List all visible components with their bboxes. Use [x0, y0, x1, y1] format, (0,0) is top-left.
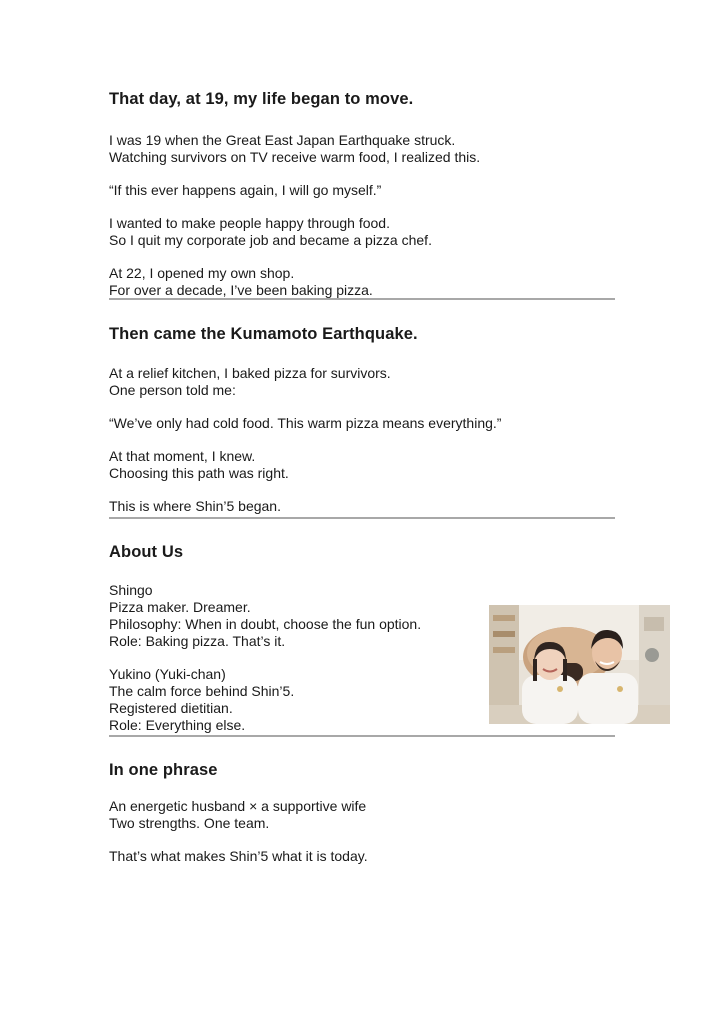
paragraph	[109, 498, 615, 515]
text-line: So I quit my corporate job and became a pizza chef.	[109, 232, 432, 248]
text-line: Philosophy: When in doubt, choose the fun option.	[109, 616, 422, 632]
text-line: At a relief kitchen, I baked pizza for survivors.	[109, 365, 391, 381]
section-divider	[109, 298, 615, 300]
paragraph	[109, 848, 615, 865]
couple-photo	[489, 605, 670, 724]
paragraph	[109, 415, 615, 432]
text-line: That’s what makes Shin’5 what it is today.	[109, 848, 368, 864]
section-one-phrase	[109, 761, 615, 865]
text-line: At that moment, I knew.	[109, 448, 256, 464]
paragraph	[109, 215, 615, 249]
text-line: Shingo	[109, 582, 153, 598]
text-line: Role: Everything else.	[109, 717, 246, 733]
text-line: One person told me:	[109, 382, 236, 398]
text-line: Yukino (Yuki-chan)	[109, 666, 226, 682]
text-line: This is where Shin’5 began.	[109, 498, 281, 514]
text-line: An energetic husband × a supportive wife	[109, 798, 367, 814]
text-line: “If this ever happens again, I will go myself.”	[109, 182, 382, 198]
text-line: Choosing this path was right.	[109, 465, 289, 481]
text-line: Role: Baking pizza. That’s it.	[109, 633, 286, 649]
text-line: For over a decade, I’ve been baking pizza.	[109, 282, 373, 298]
section-heading: Then came the Kumamoto Earthquake.	[109, 325, 418, 343]
section-heading: In one phrase	[109, 761, 218, 779]
text-line: “We’ve only had cold food. This warm pizza means everything.”	[109, 415, 502, 431]
paragraph	[109, 448, 615, 482]
text-line: Pizza maker. Dreamer.	[109, 599, 251, 615]
section-heading: About Us	[109, 543, 184, 561]
paragraph	[109, 365, 615, 399]
paragraph	[109, 265, 615, 299]
paragraph	[109, 132, 615, 166]
paragraph	[109, 798, 615, 832]
text-line: I wanted to make people happy through food.	[109, 215, 390, 231]
text-line: Watching survivors on TV receive warm food, I realized this.	[109, 149, 481, 165]
section-divider	[109, 735, 615, 737]
section-kumamoto	[109, 325, 615, 515]
text-line: Two strengths. One team.	[109, 815, 270, 831]
text-line: At 22, I opened my own shop.	[109, 265, 295, 281]
section-heading: That day, at 19, my life began to move.	[109, 90, 414, 108]
text-line: The calm force behind Shin’5.	[109, 683, 295, 699]
text-line: Registered dietitian.	[109, 700, 233, 716]
section-divider	[109, 517, 615, 519]
section-origin	[109, 90, 615, 299]
paragraph	[109, 182, 615, 199]
text-line: I was 19 when the Great East Japan Earthquake struck.	[109, 132, 456, 148]
